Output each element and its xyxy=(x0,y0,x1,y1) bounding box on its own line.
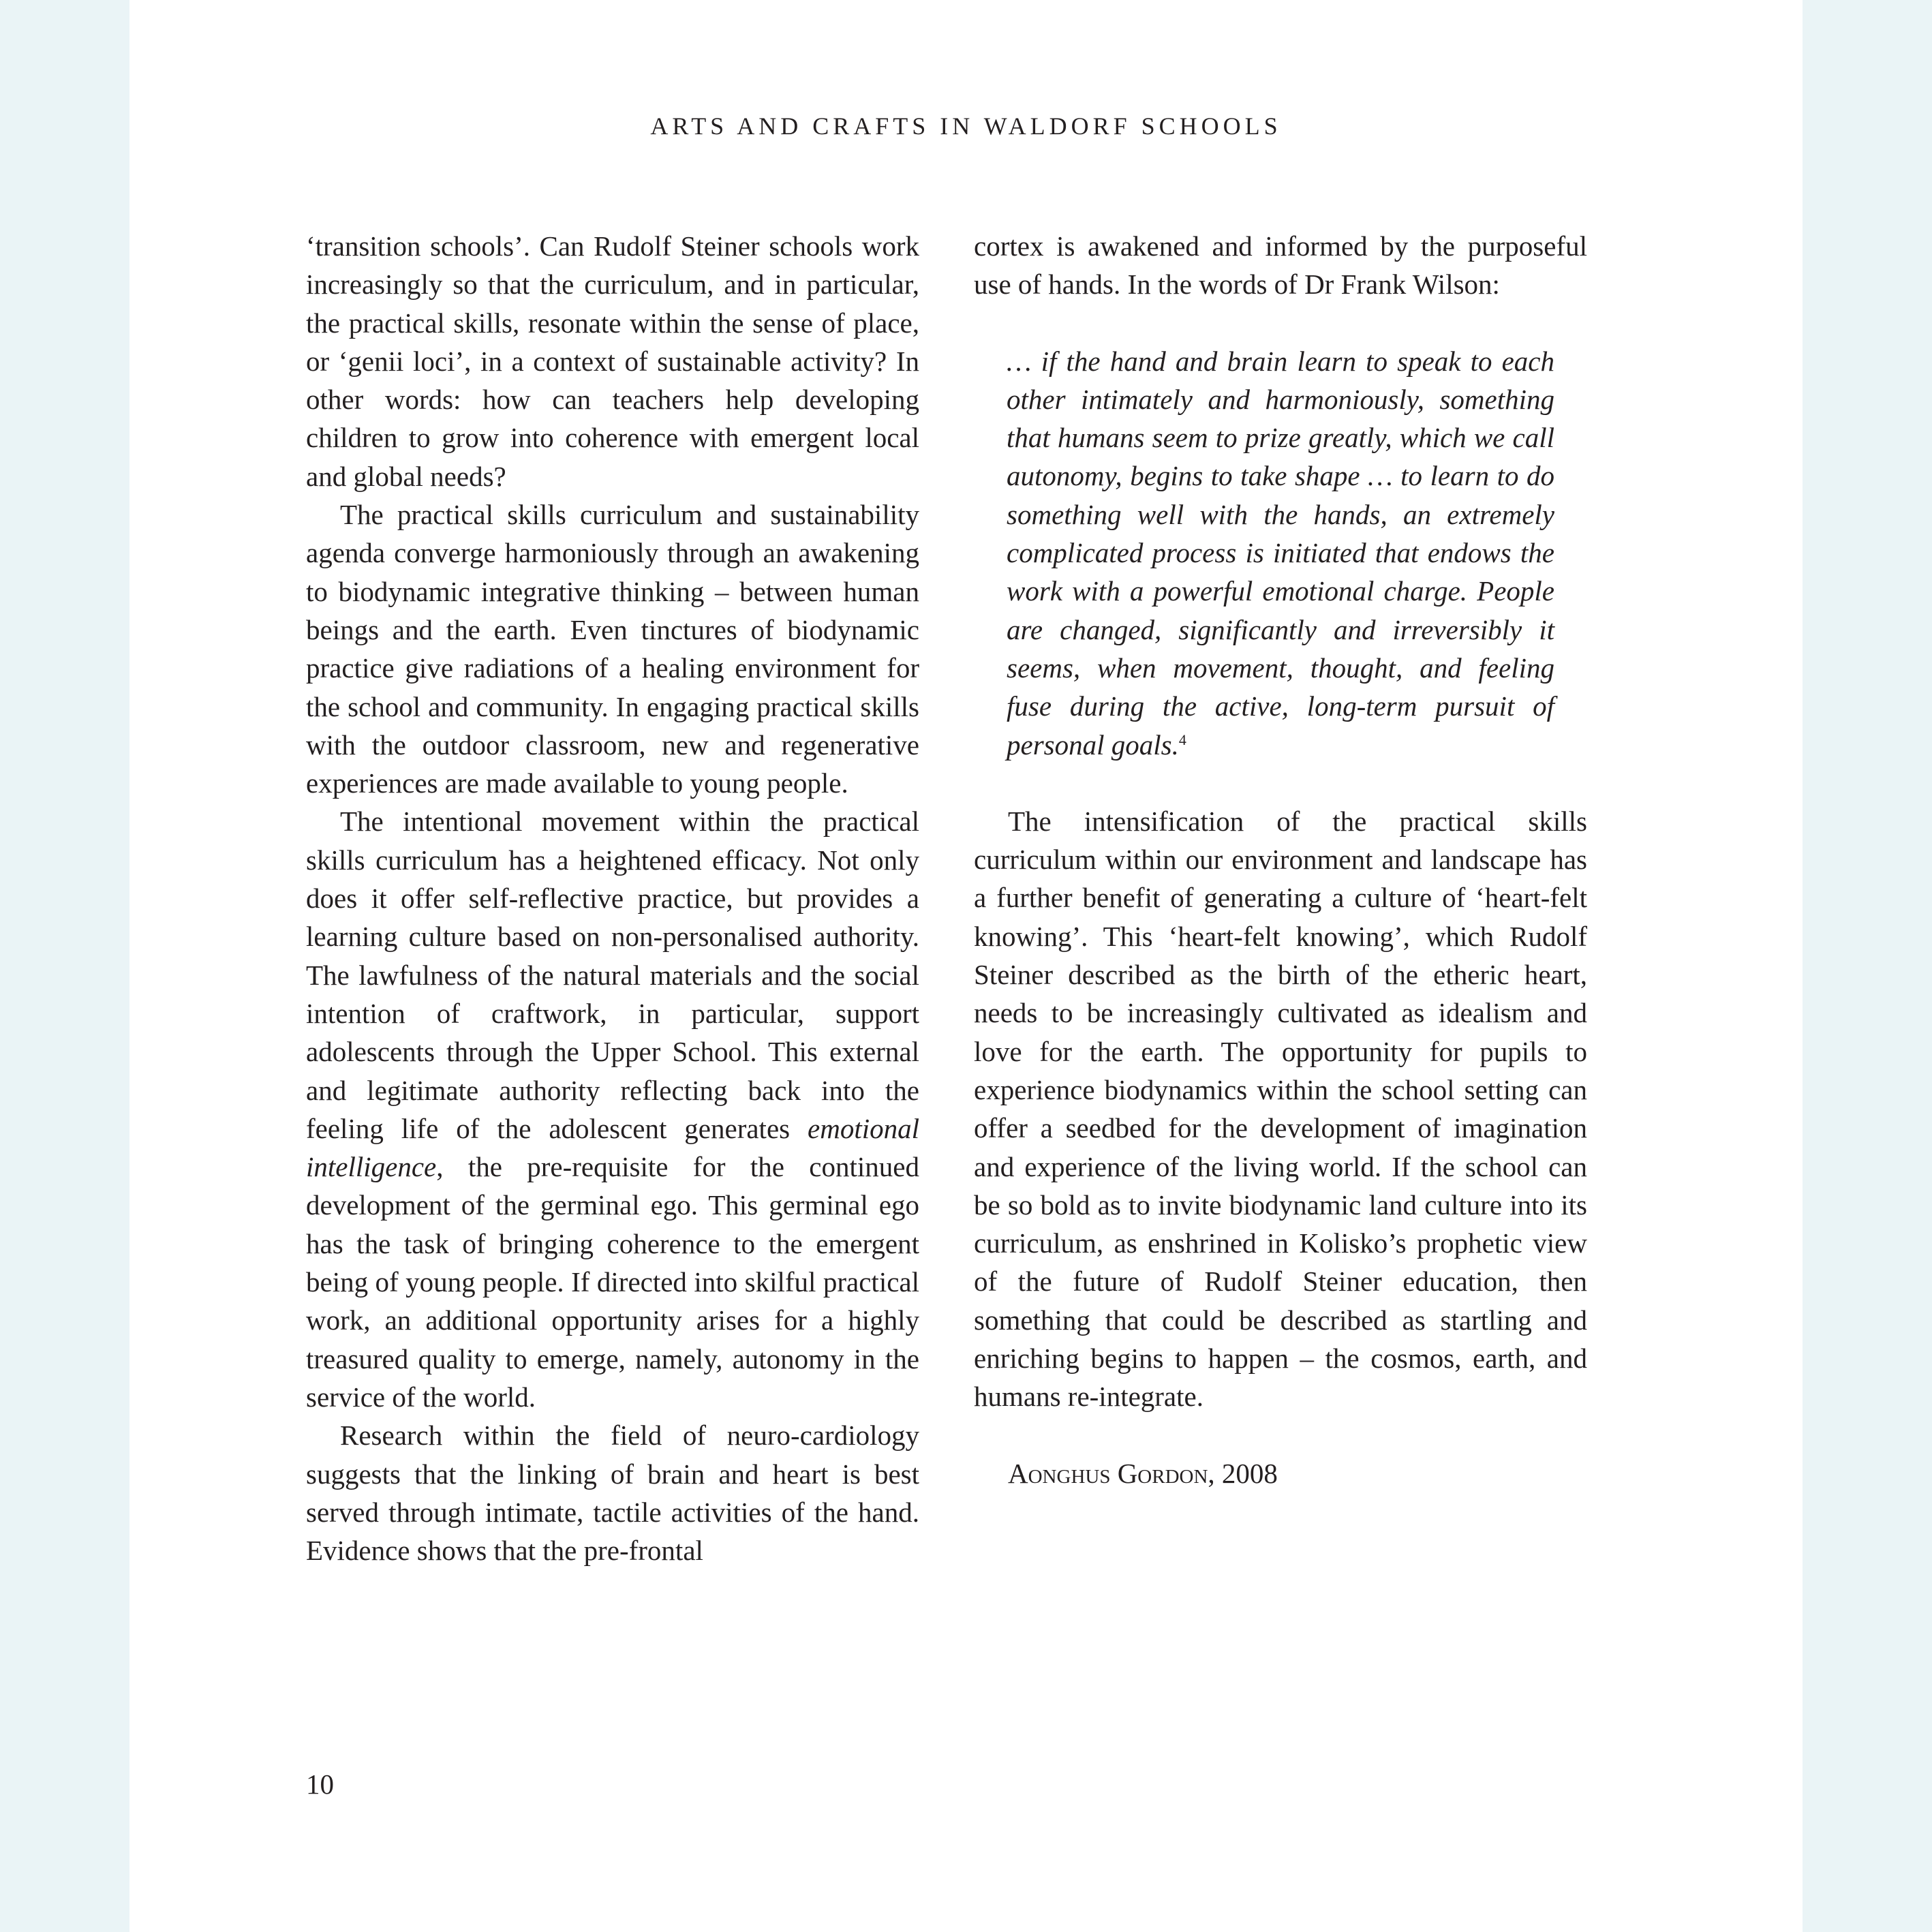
right-column xyxy=(974,227,1587,1492)
book-page xyxy=(129,0,1803,1932)
left-paragraph-4: Research within the field of neuro-cardiology suggests that the linking of brain and heart is best served through intimate, tactile activities of the hand. Evidence shows that the pre-frontal xyxy=(306,1420,919,1567)
right-paragraph-2: The intensification of the practical skills curriculum within our environment and landscape has a further benefit of generating a culture of ‘heart-felt knowing’. This ‘heart-felt knowing’, which Rudolf Steiner described as the birth of the etheric heart, needs to be increasingly cultivated as idealism and love for the earth. The opportunity for pupils to experience biodynamics within the school setting can offer a seedbed for the development of imagination and experience of the living world. If the school can be so bold as to invite biodynamic land culture into its curriculum, as enshrined in Kolisko’s prophetic view of the future of Rudolf Steiner education, then something that could be described as startling and enriching begins to happen – the cosmos, earth, and humans re-integrate. xyxy=(974,805,1587,1413)
left-paragraph-3 xyxy=(306,802,919,1416)
page-number: 10 xyxy=(306,1768,334,1800)
emphasis-text: emotional intelligence xyxy=(306,1112,919,1183)
paragraph-text: The intentional movement within the practical skills curriculum has a heightened efficacy. Not only does it offer self-reflective practice, but provides a learning culture based on non-personalised authority. The lawfulness of the natural materials and the social intention of craftwork, in particular, support adolescents through the Upper School. This external and legitimate authority reflecting back into the feeling life of the adolescent generates xyxy=(306,806,919,1144)
author-signature: Aonghus Gordon, 2008 xyxy=(1008,1457,1278,1489)
right-paragraph-1: cortex is awakened and informed by the purposeful use of hands. In the words of Dr Frank Wilson: xyxy=(974,230,1587,301)
left-paragraph-1: ‘transition schools’. Can Rudolf Steiner schools work increasingly so that the curriculum, and in particular, the practical skills, resonate within the sense of place, or ‘genii loci’, in a context of sustainable activity? In other words: how can teachers help developing children to grow into coherence with emergent local and global needs? xyxy=(306,230,919,492)
paragraph-text: , the pre-requisite for the continued development of the germinal ego. This germinal ego has the task of bringing coherence to the emergent being of young people. If directed into skilful practical work, an additional opportunity arises for a highly treasured quality to emerge, namely, autonomy in the service of the world. xyxy=(306,1151,919,1413)
running-head: ARTS AND CRAFTS IN WALDORF SCHOOLS xyxy=(650,112,1282,140)
left-paragraph-2: The practical skills curriculum and sustainability agenda converge harmoniously through an awakening to biodynamic integrative thinking – between human beings and the earth. Even tinctures of biodynamic practice give radiations of a healing environment for the school and community. In engaging practical skills with the outdoor classroom, new and regenerative experiences are made available to young people. xyxy=(306,499,919,799)
block-quote xyxy=(1007,342,1554,764)
quote-text: … if the hand and brain learn to speak to each other intimately and harmoniously, something that humans seem to prize greatly, which we call autonomy, begins to take shape … to learn to do something well with the hands, an extremely complicated process is initiated that endows the work with a powerful emotional charge. People are changed, significantly and irreversibly it seems, when movement, thought, and feeling fuse during the active, long-term pursuit of personal goals. xyxy=(1007,345,1554,761)
left-column xyxy=(306,227,919,1569)
footnote-marker: 4 xyxy=(1178,731,1186,748)
